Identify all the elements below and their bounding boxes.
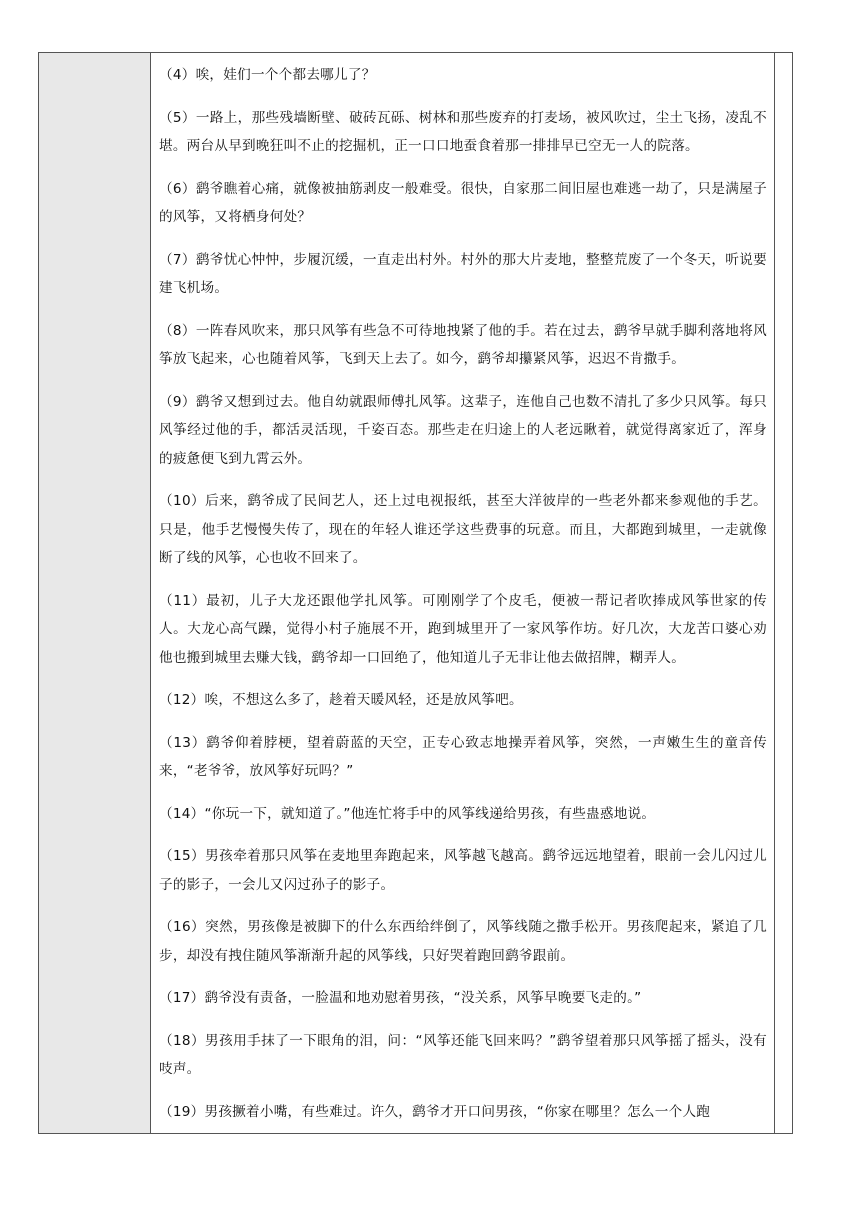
- paragraph-7: （7）鹞爷忧心忡忡，步履沉缓，一直走出村外。村外的那大片麦地，整整荒废了一个冬天，听说要建飞机场。: [159, 251, 767, 296]
- paragraph-15: （15）男孩牵着那只风筝在麦地里奔跑起来，风筝越飞越高。鹞爷远远地望着，眼前一会儿闪过儿子的影子，一会儿又闪过孙子的影子。: [159, 848, 767, 893]
- paragraph-9: （9）鹞爷又想到过去。他自幼就跟师傅扎风筝。这辈子，连他自己也数不清扎了多少只风筝。每只风筝经过他的手，都活灵活现，千姿百态。那些走在归途上的人老远瞅着，就觉得离家近了，浑身的疲惫便飞到九霄云外。: [159, 393, 767, 467]
- paragraph-5: （5）一路上，那些残墙断壁、破砖瓦砾、树林和那些废弃的打麦场，被风吹过，尘土飞扬，凌乱不堪。两台从早到晚狂叫不止的挖掘机，正一口口地蚕食着那一排排早已空无一人的院落。: [159, 109, 767, 154]
- document-table: [38, 52, 793, 1134]
- paragraph-14: （14）“你玩一下，就知道了。”他连忙将手中的风筝线递给男孩，有些蛊惑地说。: [159, 805, 656, 822]
- paragraph-10: （10）后来，鹞爷成了民间艺人，还上过电视报纸，甚至大洋彼岸的一些老外都来参观他的手艺。只是，他手艺慢慢失传了，现在的年轻人谁还学这些费事的玩意。而且，大都跑到城里，一走就像断了线的风筝，心也收不回来了。: [159, 493, 767, 566]
- paragraph-17: （17）鹞爷没有责备，一脸温和地劝慰着男孩，“没关系，风筝早晚要飞走的。”: [159, 990, 642, 1006]
- left-label-column: [39, 53, 151, 1133]
- reading-passage: [159, 61, 767, 1126]
- paragraph-13: （13）鹞爷仰着脖梗，望着蔚蓝的天空，正专心致志地操弄着风筝，突然，一声嫩生生的童音传来，“老爷爷，放风筝好玩吗？”: [159, 734, 767, 779]
- paragraph-18: （18）男孩用手抹了一下眼角的泪，问：“风筝还能飞回来吗？”鹞爷望着那只风筝摇了摇头，没有吱声。: [159, 1032, 767, 1077]
- paragraph-8: （8）一阵春风吹来，那只风筝有些急不可待地拽紧了他的手。若在过去，鹞爷早就手脚利落地将风筝放飞起来，心也随着风筝，飞到天上去了。如今，鹞爷却攥紧风筝，迟迟不肯撒手。: [159, 322, 767, 367]
- paragraph-6: （6）鹞爷瞧着心痛，就像被抽筋剥皮一般难受。很快，自家那二间旧屋也难逃一劫了，只是满屋子的风筝，又将栖身何处？: [159, 180, 767, 225]
- paragraph-12: （12）唉，不想这么多了，趁着天暖风轻，还是放风筝吧。: [159, 692, 523, 708]
- paragraph-19: （19）男孩撅着小嘴，有些难过。许久，鹞爷才开口问男孩，“你家在哪里？怎么一个人跑: [159, 1103, 711, 1120]
- paragraph-11: （11）最初，儿子大龙还跟他学扎风筝。可刚刚学了个皮毛，便被一帮记者吹捧成风筝世家的传人。大龙心高气躁，觉得小村子施展不开，跑到城里开了一家风筝作坊。好几次，大龙苦口婆心劝他也搬到城里去赚大钱，鹞爷却一口回绝了，他知道儿子无非让他去做招牌，糊弄人。: [159, 592, 767, 666]
- right-blank-column: [774, 53, 792, 1133]
- paragraph-4: （4）唉，娃们一个个都去哪儿了？: [159, 67, 376, 83]
- paragraph-16: （16）突然，男孩像是被脚下的什么东西给绊倒了，风筝线随之撒手松开。男孩爬起来，紧追了几步，却没有拽住随风筝渐渐升起的风筝线，只好哭着跑回鹞爷跟前。: [159, 919, 767, 964]
